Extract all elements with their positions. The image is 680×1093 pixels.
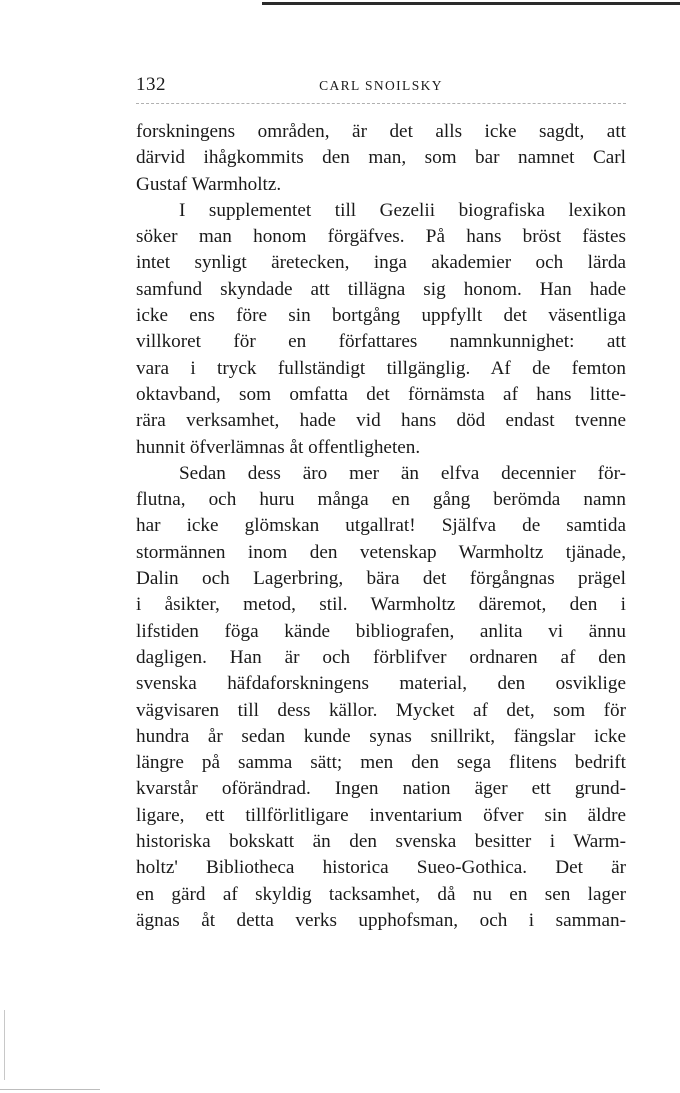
scan-edge-mark	[4, 1010, 5, 1080]
text-line: söker man honom förgäfves. På hans bröst fästes	[136, 226, 626, 248]
text-line: vara i tryck fullständigt tillgänglig. Af de femton	[136, 357, 626, 379]
text-line: hunnit öfverlämnas åt offentligheten.	[136, 436, 421, 458]
text-line: i åsikter, metod, stil. Warmholtz däremot, den i	[136, 594, 626, 616]
text-line: intet synligt äretecken, inga akademier och lärda	[136, 252, 626, 274]
text-line: Dalin och Lagerbring, bära det förgångnas prägel	[136, 568, 626, 590]
scan-bottom-rule	[0, 1089, 100, 1090]
top-edge-rule	[262, 2, 680, 5]
text-line: dagligen. Han är och förblifver ordnaren af den	[136, 646, 626, 668]
text-line: icke ens före sin bortgång uppfyllt det väsentliga	[136, 305, 626, 327]
running-head: CARL SNOILSKY	[319, 78, 443, 93]
text-line: flutna, och huru många en gång berömda namn	[136, 489, 626, 511]
text-line: forskningens områden, är det alls icke sagdt, att	[136, 121, 626, 142]
text-line: kvarstår oförändrad. Ingen nation äger ett grund-	[136, 778, 626, 800]
text-line: holtz' Bibliotheca historica Sueo-Gothica. Det är	[136, 857, 626, 879]
text-line: I supplementet till Gezelii biografiska lexikon	[179, 199, 626, 221]
text-line: hundra år sedan kunde synas snillrikt, fängslar icke	[136, 725, 626, 747]
text-line: har icke glömskan utgallrat! Själfva de samtida	[136, 515, 626, 537]
text-line: svenska häfdaforskningens material, den osviklige	[136, 673, 626, 695]
text-line: historiska bokskatt än den svenska besitter i Warm-	[136, 831, 626, 853]
text-line: Gustaf Warmholtz.	[136, 173, 282, 195]
text-line: stormännen inom den vetenskap Warmholtz tjänade,	[136, 541, 626, 563]
text-line: lifstiden föga kände bibliografen, anlita vi ännu	[136, 620, 626, 642]
text-line: ägnas åt detta verks upphofsman, och i samman-	[136, 909, 626, 931]
text-line: ligare, ett tillförlitligare inventarium öfver sin äldre	[136, 804, 626, 826]
body-text	[136, 119, 626, 934]
text-line: rära verksamhet, hade vid hans död endast tvenne	[136, 410, 626, 432]
text-line: oktavband, som omfatta det förnämsta af hans litte-	[136, 383, 626, 405]
text-line: Sedan dess äro mer än elfva decennier för-	[179, 462, 626, 484]
text-line: vägvisaren till dess källor. Mycket af det, som för	[136, 699, 626, 721]
page-number: 132	[136, 74, 166, 95]
text-line: villkoret för en författares namnkunnighet: att	[136, 331, 626, 353]
page-header	[136, 74, 626, 98]
text-line: längre på samma sätt; men den sega flitens bedrift	[136, 752, 626, 774]
text-line: därvid ihågkommits den man, som bar namnet Carl	[136, 147, 626, 169]
text-line: en gärd af skyldig tacksamhet, då nu en sen lager	[136, 883, 626, 905]
header-rule	[136, 103, 626, 104]
text-line: samfund skyndade att tillägna sig honom. Han hade	[136, 278, 626, 300]
